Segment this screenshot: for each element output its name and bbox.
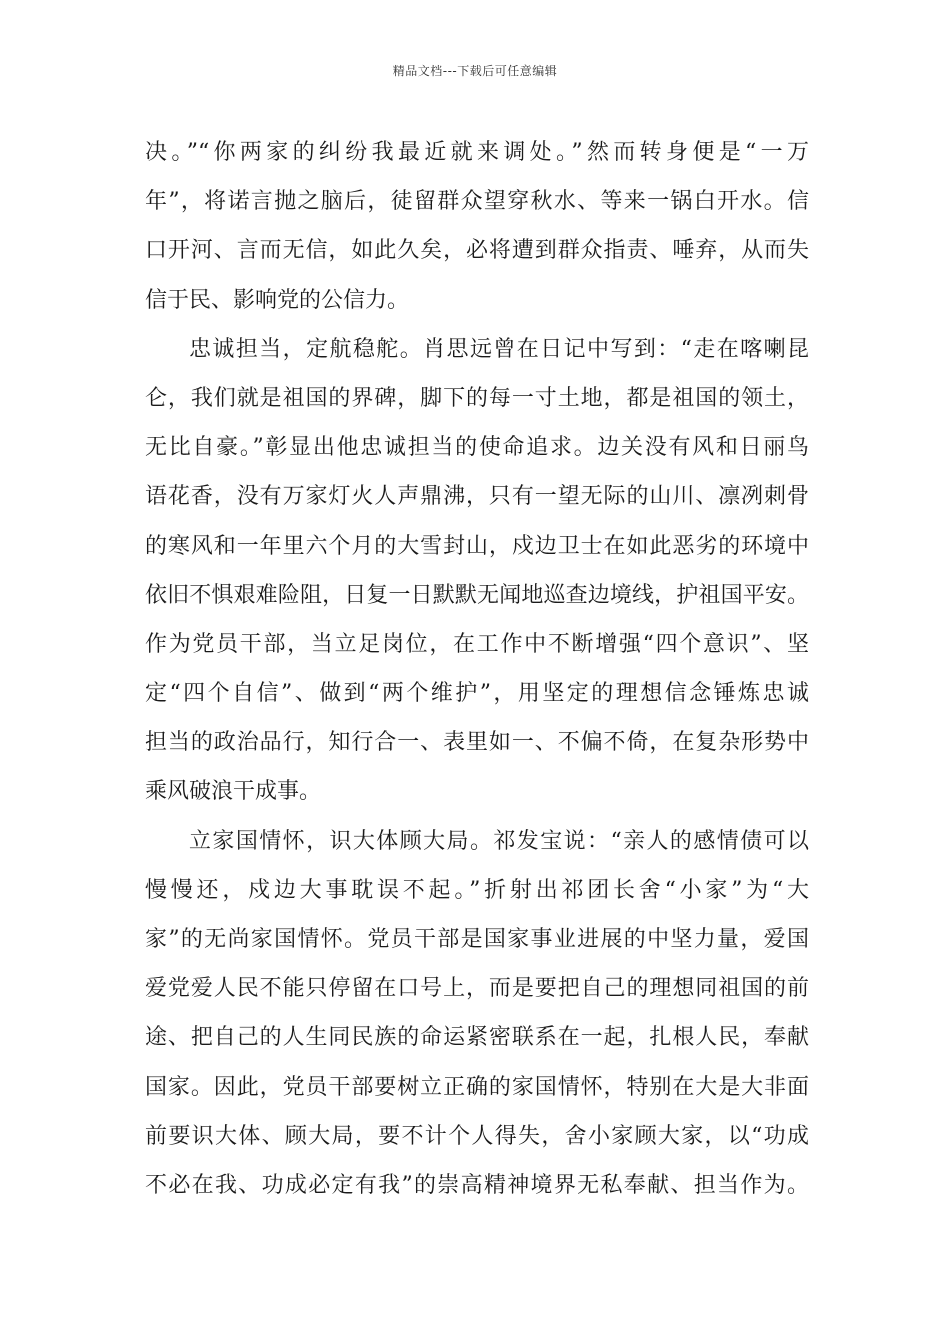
text-line: 无比自豪。”彰显出他忠诚担当的使命追求。边关没有风和日丽鸟 <box>145 435 809 461</box>
text-line: 口开河、言而无信，如此久矣，必将遭到群众指责、唾弃，从而失 <box>145 238 809 264</box>
text-line: 年”，将诺言抛之脑后，徒留群众望穿秋水、等来一锅白开水。信 <box>145 189 809 215</box>
text-line: 担当的政治品行，知行合一、表里如一、不偏不倚，在复杂形势中 <box>145 730 809 756</box>
text-line: 的寒风和一年里六个月的大雪封山，戍边卫士在如此恶劣的环境中 <box>145 533 809 559</box>
text-line: 决。”“你两家的纠纷我最近就来调处。”然而转身便是“一万 <box>145 140 809 165</box>
text-line: 依旧不惧艰难险阻，日复一日默默无闻地巡查边境线，护祖国平安。 <box>145 582 809 608</box>
page-header: 精品文档---下载后可任意编辑 <box>392 64 558 78</box>
text-line: 仑，我们就是祖国的界碑，脚下的每一寸土地，都是祖国的领土， <box>145 385 809 411</box>
text-line: 慢慢还，戍边大事耽误不起。”折射出祁团长舍“小家”为“大 <box>145 877 809 903</box>
text-line: 信于民、影响党的公信力。 <box>145 287 410 313</box>
text-line: 语花香，没有万家灯火人声鼎沸，只有一望无际的山川、凛冽刺骨 <box>145 484 809 510</box>
text-line: 忠诚担当，定航稳舵。肖思远曾在日记中写到：“走在喀喇昆 <box>189 336 809 362</box>
text-line: 前要识大体、顾大局，要不计个人得失，舍小家顾大家，以“功成 <box>145 1123 809 1149</box>
text-line: 家”的无尚家国情怀。党员干部是国家事业进展的中坚力量，爱国 <box>145 927 809 952</box>
text-line: 途、把自己的人生同民族的命运紧密联系在一起，扎根人民，奉献 <box>145 1025 809 1051</box>
text-line: 立家国情怀，识大体顾大局。祁发宝说：“亲人的感情债可以 <box>189 828 809 854</box>
text-line: 乘风破浪干成事。 <box>145 779 322 805</box>
text-line: 定“四个自信”、做到“两个维护”，用坚定的理想信念锤炼忠诚 <box>145 681 809 707</box>
text-line: 爱党爱人民不能只停留在口号上，而是要把自己的理想同祖国的前 <box>145 976 809 1002</box>
text-line: 国家。因此，党员干部要树立正确的家国情怀，特别在大是大非面 <box>145 1074 809 1100</box>
text-line: 不必在我、功成必定有我”的崇高精神境界无私奉献、担当作为。 <box>145 1172 809 1198</box>
body-text <box>145 128 809 1210</box>
text-line: 作为党员干部，当立足岗位，在工作中不断增强“四个意识”、坚 <box>145 631 809 657</box>
